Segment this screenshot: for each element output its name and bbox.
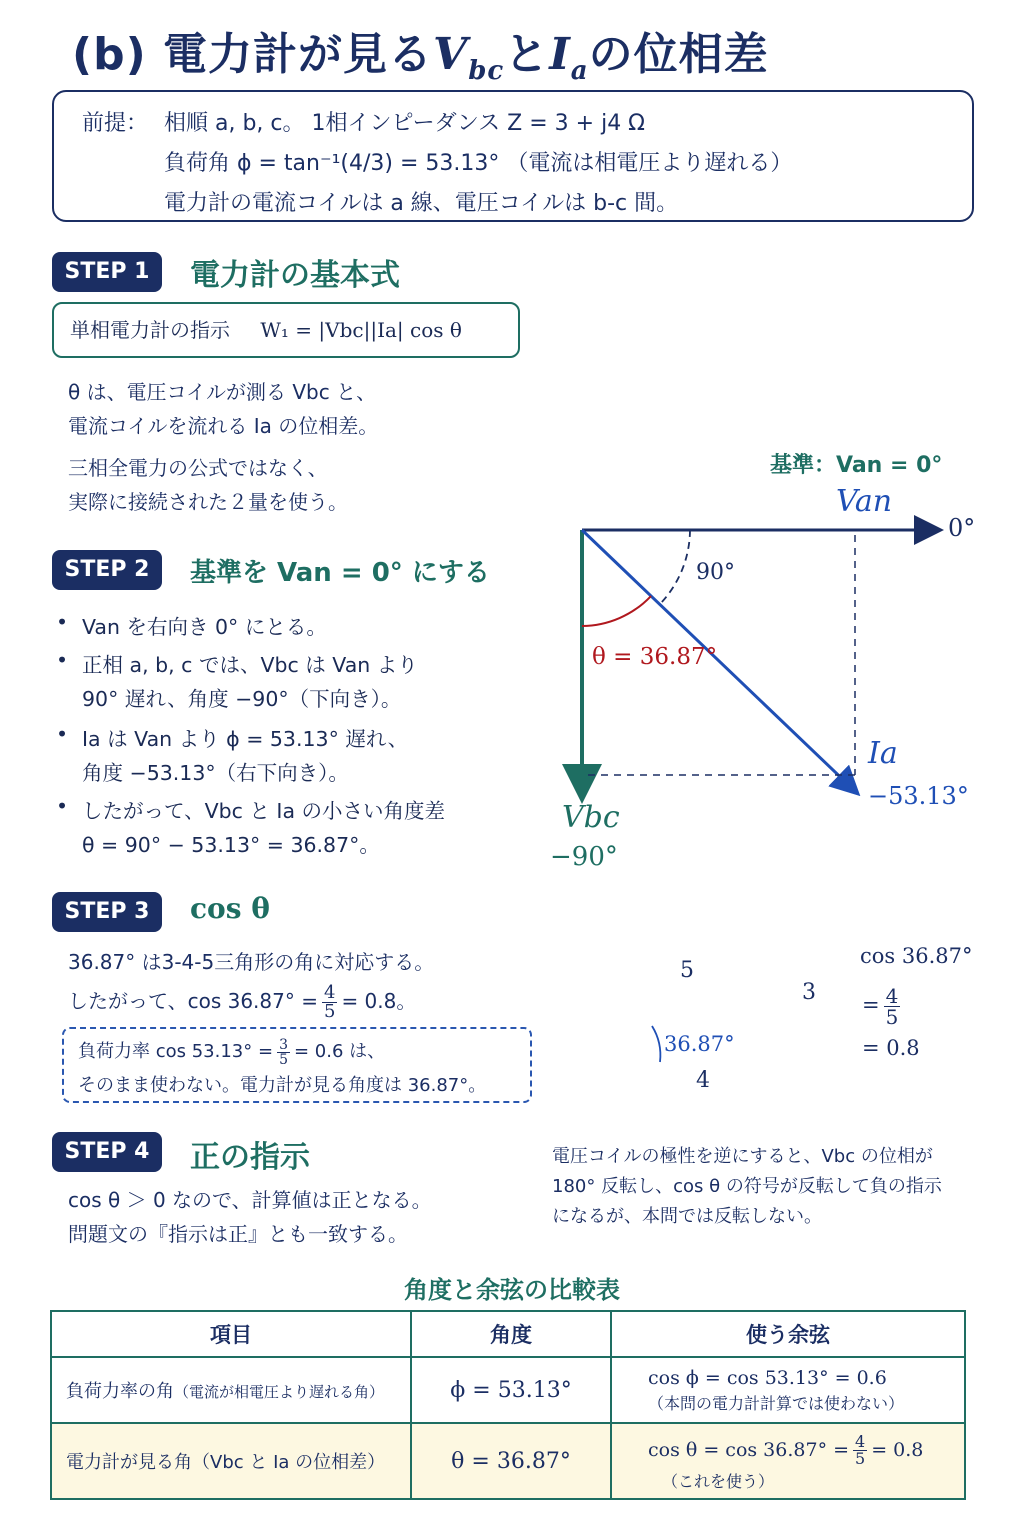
step4-side-1: 電圧コイルの極性を逆にすると、Vbc の位相が xyxy=(552,1146,933,1167)
premise-label: 前提： xyxy=(82,111,149,136)
table-row xyxy=(51,1423,965,1499)
comparison-table xyxy=(50,1310,966,1500)
page-title: (b) 電力計が見る$V_{bc}$と$I_a$の位相差 xyxy=(72,29,769,86)
ia-label: Ia xyxy=(868,736,898,771)
triangle-base-label: 4 xyxy=(696,1068,710,1093)
formula: W₁ = |Vbc||Ia| cos θ xyxy=(260,318,462,342)
phasor-ref-label: 基準：Van = 0° xyxy=(770,453,943,478)
step4-badge: STEP 4 xyxy=(52,1132,162,1172)
table-header: 使う余弦 xyxy=(611,1311,965,1357)
triangle-side-label: 3 xyxy=(802,980,816,1005)
arc-theta xyxy=(582,596,651,626)
formula-label: 単相電力計の指示 xyxy=(70,318,230,342)
table-cell-item: 電力計が見る角（Vbc と Ia の位相差） xyxy=(51,1423,411,1499)
cos-label: cos 36.87° xyxy=(860,944,973,968)
table-row xyxy=(51,1357,965,1423)
table-header: 項目 xyxy=(51,1311,411,1357)
step3-text-1: 36.87° は3-4-5三角形の角に対応する。 xyxy=(68,950,435,974)
step1-text-2: 電流コイルを流れる Ia の位相差。 xyxy=(68,414,379,438)
step1-text-1: θ は、電圧コイルが測る Vbc と、 xyxy=(68,380,377,404)
triangle-angle-label: 36.87° xyxy=(664,1032,735,1056)
cos-eq-result: = 0.8 xyxy=(862,1036,920,1060)
step2-title: 基準を Van = 0° にする xyxy=(190,558,490,588)
step1-title: 電力計の基本式 xyxy=(190,258,400,293)
theta-label: θ = 36.87° xyxy=(592,644,718,670)
step4-text-1: cos θ ＞ 0 なので、計算値は正となる。 xyxy=(68,1188,432,1212)
table-cell-angle: θ = 36.87° xyxy=(411,1423,611,1499)
premise-line-1: 相順 a, b, c。 1相インピーダンス Z = 3 + j4 Ω xyxy=(164,111,645,136)
table-cell-cos: cos θ = cos 36.87° = $\frac{4}{5}$ = 0.8 （これを使う） xyxy=(611,1423,965,1499)
note-line-2: そのまま使わない。電力計が見る角度は 36.87°。 xyxy=(78,1075,487,1096)
table-header-row xyxy=(51,1311,965,1357)
note-box xyxy=(62,1027,532,1103)
step1-badge: STEP 1 xyxy=(52,252,162,292)
arc-90 xyxy=(660,530,690,604)
vbc-angle-label: −90° xyxy=(550,842,618,872)
step4-text-2: 問題文の『指示は正』とも一致する。 xyxy=(68,1222,408,1246)
ia-angle-label: −53.13° xyxy=(868,782,969,810)
step1-text-4: 実際に接続された２量を使う。 xyxy=(68,490,348,514)
step3-text-2: したがって、cos 36.87° = $\frac{4}{5}$ = 0.8。 xyxy=(68,982,417,1022)
table-cell-cos: cos ϕ = cos 53.13° = 0.6 （本問の電力計計算では使わない） xyxy=(611,1357,965,1423)
step2-badge: STEP 2 xyxy=(52,550,162,590)
van-label: Van xyxy=(836,484,893,519)
table-cell-item: 負荷力率の角（電流が相電圧より遅れる角） xyxy=(51,1357,411,1423)
zero-deg-label: 0° xyxy=(948,514,976,542)
step4-side-2: 180° 反転し、cos θ の符号が反転して負の指示 xyxy=(552,1176,942,1197)
triangle-hyp-label: 5 xyxy=(680,958,694,983)
cos-eq-frac: = $\frac{4}{5}$ xyxy=(862,984,899,1029)
table-title: 角度と余弦の比較表 xyxy=(404,1276,620,1304)
step4-title: 正の指示 xyxy=(190,1140,310,1175)
table-header: 角度 xyxy=(411,1311,611,1357)
vbc-label: Vbc xyxy=(562,800,620,835)
step4-side-3: になるが、本問では反転しない。 xyxy=(552,1206,822,1227)
triangle-angle-arc xyxy=(652,1026,660,1062)
premise-line-2: 負荷角 ϕ = tan⁻¹(4/3) = 53.13° （電流は相電圧より遅れる） xyxy=(164,151,793,176)
premise-line-3: 電力計の電流コイルは a 線、電圧コイルは b-c 間。 xyxy=(164,191,679,216)
step3-title: cos θ xyxy=(190,892,270,925)
step3-badge: STEP 3 xyxy=(52,892,162,932)
table-cell-angle: ϕ = 53.13° xyxy=(411,1357,611,1423)
note-line-1: 負荷力率 cos 53.13° = $\frac{3}{5}$ = 0.6 は、 xyxy=(78,1036,386,1068)
ninety-deg-label: 90° xyxy=(696,560,735,585)
step1-text-3: 三相全電力の公式ではなく、 xyxy=(68,456,328,480)
